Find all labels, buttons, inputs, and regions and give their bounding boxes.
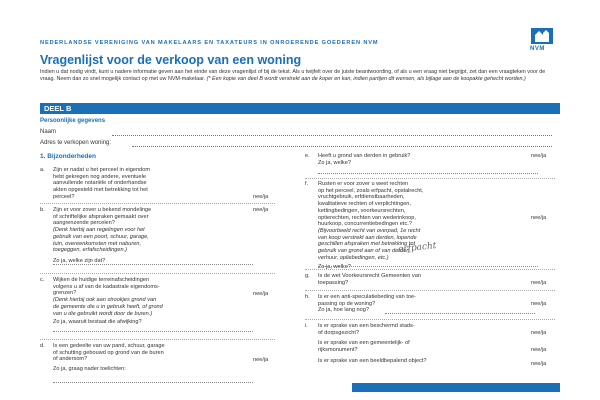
- question-letter: b.: [40, 207, 45, 213]
- handwritten-answer: erfpacht: [397, 241, 437, 255]
- text-line: akten opgesteld met betrekking tot het: [53, 187, 148, 194]
- text-line: geschillen afspraken met betrekking tot: [318, 241, 416, 248]
- text-line: hebt gekregen nog andere, eventuele: [53, 173, 146, 180]
- text-line: of schriftelijke afspraken gemaakt over: [53, 213, 149, 220]
- question-letter: e.: [305, 153, 310, 159]
- question-c: [53, 277, 163, 326]
- text-line: de gemeente die u in gebruik heeft, of grond: [53, 303, 163, 310]
- text-line: volgens u af van de kadastrale eigendoms-: [53, 283, 160, 290]
- text-line: toegeggen, erfafscheidingen.): [53, 247, 128, 254]
- followup-text: Zo ja, waaruit bestaat die afwijking?: [53, 319, 142, 326]
- intro-note: (* Een kopie van deel B wordt verstrekt aan de koper en kan, indien partijen dit wensen, als bijlage aan de koopakte gehecht worden.): [206, 76, 526, 83]
- question-letter: h.: [305, 294, 310, 300]
- answer-a[interactable]: nee/ja: [253, 194, 269, 200]
- answer-line-d[interactable]: [53, 382, 253, 383]
- question-h: [318, 294, 416, 314]
- page-title: Vragenlijst voor de verkoop van een woning: [40, 53, 302, 67]
- followup-text: Zo ja, welke zijn dat?: [53, 257, 106, 264]
- text-line: Zijn er nadat u het perceel in eigendom: [53, 167, 151, 173]
- question-letter: d.: [40, 343, 45, 349]
- text-line: Is een gedeelte van uw pand, schuur, garage: [53, 343, 165, 349]
- intro-paragraph: Indien u dat nodig vindt, kunt u nadere informatie geven aan het einde van deze vragenlijst of bij de tekst. Als u twijfelt over de juiste beantwoording, of als u een vraag niet begrijpt, zet dan een vraagteken voor de vraag. Neem dan zo snel mogelijk contact op met uw NVM-makelaar.: [40, 69, 546, 83]
- text-line: Zo ja, hoe lang nog?: [318, 307, 370, 314]
- text-line: tuin, overeenkomsten met naburen,: [53, 240, 141, 247]
- text-line: vruchtgebruik, erfdienstbaarheden,: [318, 194, 405, 201]
- left-column: [40, 167, 280, 387]
- separator: [305, 319, 555, 320]
- text-line: Rusten er voor zover u weet rechten: [318, 181, 409, 187]
- name-field[interactable]: [112, 135, 552, 136]
- address-field[interactable]: [132, 146, 552, 147]
- followup-text: Zo ja, graag nader toelichten:: [53, 366, 126, 373]
- text-line: aangrenzende percelen?: [53, 220, 115, 227]
- question-d: [53, 343, 165, 373]
- question-a: [53, 167, 150, 201]
- text-line: van u die gebruikt wordt door de buren.): [53, 310, 153, 317]
- text-line: gebruik van een poort, schuur, garage,: [53, 233, 149, 240]
- text-line: perceel?: [53, 193, 75, 200]
- answer-line-c[interactable]: [53, 331, 253, 332]
- section-heading: 1. Bijzonderheden: [40, 153, 96, 160]
- question-b: [53, 207, 151, 265]
- answer-c[interactable]: nee/ja: [253, 291, 269, 297]
- text-line: Is er een anti-speculatiebeding van toe-: [318, 294, 416, 300]
- answer-d[interactable]: nee/ja: [253, 357, 269, 363]
- text-line: of andersom?: [53, 356, 88, 363]
- question-e: [318, 153, 410, 166]
- organization-name: NEDERLANDSE VERENIGING VAN MAKELAARS EN TAXATEURS IN ONROERENDE GOEDEREN NVM: [40, 40, 379, 46]
- text-line: Heeft u grond van derden in gebruik?: [318, 153, 411, 159]
- answer-line-h[interactable]: [385, 313, 535, 314]
- text-line: (Denk hierbij ook aan strookjes grond van: [53, 297, 157, 304]
- text-line: aanvullende notariële of onderhandse: [53, 180, 147, 187]
- text-line: toepassing?: [318, 279, 349, 286]
- text-line: grenzen?: [53, 290, 77, 297]
- question-f: [318, 181, 423, 271]
- text-line: Is de wet Voorkeursrecht Gemeenten van: [318, 273, 421, 279]
- answer-f[interactable]: nee/ja: [531, 215, 547, 221]
- name-label: Naam: [40, 129, 57, 135]
- question-g: [318, 273, 421, 286]
- text-line: optierechten, rechten van wederinkoop,: [318, 214, 416, 221]
- answer-i-3[interactable]: nee/ja: [531, 361, 547, 367]
- answer-i-2[interactable]: nee/ja: [531, 347, 547, 353]
- answer-e[interactable]: nee/ja: [531, 153, 547, 159]
- text-line: Wijken de huidige terreinafscheidingen: [53, 277, 150, 283]
- text-line: verhuur, opliebedingen, etc.): [318, 254, 389, 261]
- text-line: rijksmonument?: [318, 347, 358, 354]
- address-label: Adres te verkopen woning:: [40, 140, 112, 146]
- text-line: kwalitatieve rechten of verplichtingen,: [318, 201, 411, 208]
- followup-text: Zo ja, welke?: [318, 159, 351, 166]
- text-line: of dorpsgezicht?: [318, 329, 360, 336]
- right-column: [305, 153, 560, 391]
- followup-text: Zo ja, welke?: [318, 264, 351, 271]
- answer-line-e[interactable]: [318, 173, 538, 174]
- text-line: Is er sprake van een beschermd stads-: [318, 323, 415, 329]
- text-line: (Bijvoorbeeld recht van overpad, 1e recht: [318, 227, 421, 234]
- footer-band: [352, 383, 560, 392]
- answer-g[interactable]: nee/ja: [531, 280, 547, 286]
- section-bar-label: DEEL B: [44, 104, 72, 113]
- question-letter: c.: [40, 277, 45, 283]
- answer-line-f[interactable]: [318, 266, 538, 267]
- text-line: Is er sprake van een gemeentelijk- of: [318, 340, 410, 347]
- question-letter: f.: [305, 181, 309, 187]
- text-line: op het perceel, zoals erfpacht, opstalrecht,: [318, 187, 424, 194]
- text-line: (Denk hierbij aan regelingen voor het: [53, 227, 145, 234]
- text-line: of schutting gebouwd op grond van de buren: [53, 349, 164, 356]
- separator: [40, 273, 275, 274]
- answer-i-1[interactable]: nee/ja: [531, 330, 547, 336]
- question-letter: g.: [305, 273, 310, 279]
- separator: [305, 269, 555, 270]
- text-line: Zijn er voor zover u bekend mondelinge: [53, 207, 152, 213]
- intro-text: [40, 69, 560, 83]
- answer-h[interactable]: nee/ja: [531, 301, 547, 307]
- separator: [40, 339, 275, 340]
- separator: [305, 290, 555, 291]
- text-line: huurkoop, concurrentiebedingen etc.?: [318, 221, 412, 228]
- text-line: kettingbedingen, voorkeursrechten,: [318, 207, 406, 214]
- separator: [305, 178, 555, 179]
- personal-heading: Persoonlijke gegevens: [40, 118, 106, 124]
- text-line: passing op de woning?: [318, 300, 376, 307]
- separator: [40, 203, 275, 204]
- question-letter: a.: [40, 167, 45, 173]
- question-i: [318, 323, 427, 365]
- text-line: Is er sprake van een beeldbepalend object?: [318, 357, 427, 364]
- answer-b[interactable]: nee/ja: [253, 207, 269, 213]
- question-letter: i.: [305, 323, 308, 329]
- text-line: gebruik van grond aan of van derden,: [318, 248, 411, 255]
- logo-label: NVM: [530, 46, 545, 52]
- section-bar: [40, 103, 560, 114]
- text-line: van koop verstrekt aan derden, lopende: [318, 234, 417, 241]
- answer-line-b[interactable]: [53, 264, 253, 265]
